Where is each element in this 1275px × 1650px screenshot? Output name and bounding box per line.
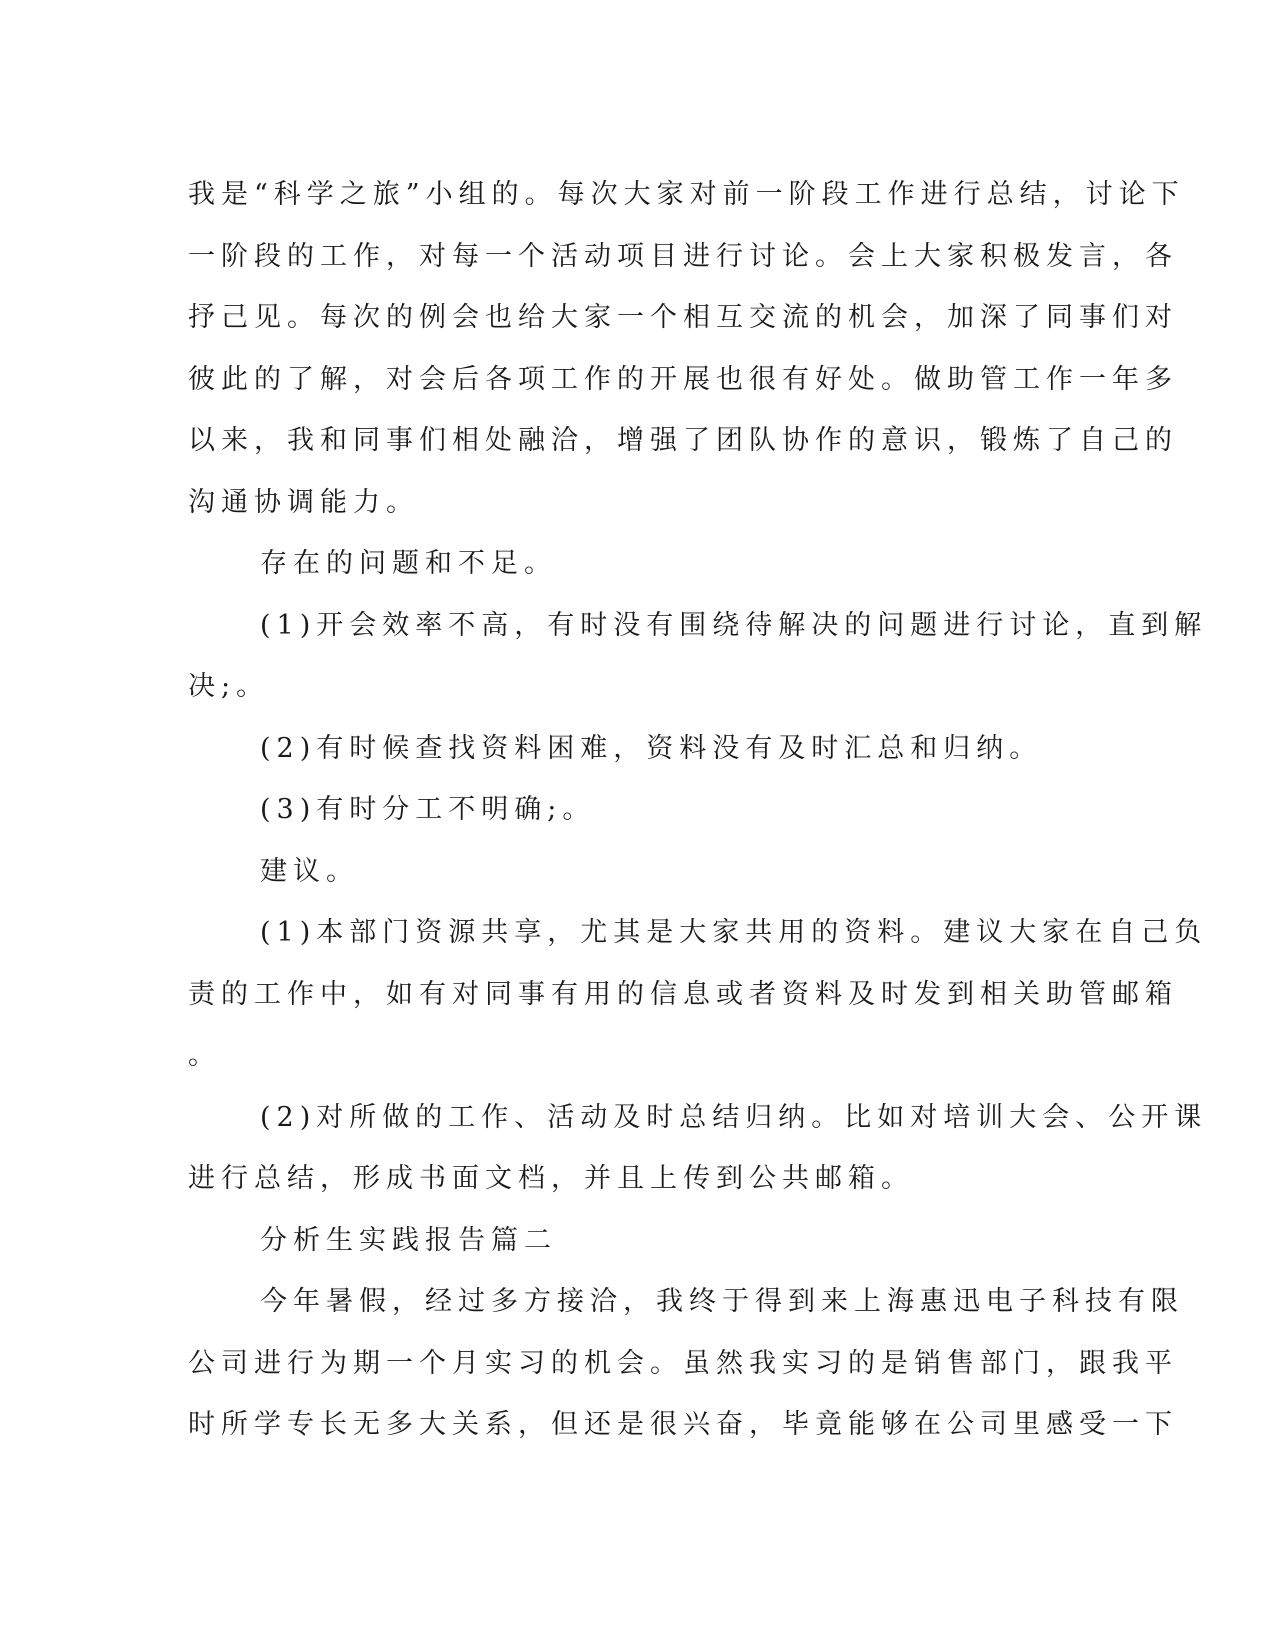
text-line: 公司进行为期一个月实习的机会。虽然我实习的是销售部门，跟我平 <box>188 1347 1178 1379</box>
text-line: 沟通协调能力。 <box>188 486 419 518</box>
list-item: (2)对所做的工作、活动及时总结归纳。比如对培训大会、公开课 <box>260 1101 1208 1133</box>
list-item: (1)开会效率不高，有时没有围绕待解决的问题进行讨论，直到解 <box>260 609 1208 641</box>
text-line: 。 <box>188 1040 221 1071</box>
document-body <box>188 164 1208 1456</box>
list-item: (3)有时分工不明确;。 <box>260 794 596 825</box>
text-line: 时所学专长无多大关系，但还是很兴奋，毕竟能够在公司里感受一下 <box>188 1409 1178 1440</box>
text-line: 决;。 <box>188 671 270 702</box>
text-line: 责的工作中，如有对同事有用的信息或者资料及时发到相关助管邮箱 <box>188 978 1178 1010</box>
text-line: 以来，我和同事们相处融洽，增强了团队协作的意识，锻炼了自己的 <box>188 425 1178 456</box>
section-heading: 存在的问题和不足。 <box>260 548 557 579</box>
paragraph-start: 今年暑假，经过多方接洽，我终于得到来上海惠迅电子科技有限 <box>260 1286 1184 1317</box>
text-line: 进行总结，形成书面文档，并且上传到公共邮箱。 <box>188 1163 914 1194</box>
text-line: 一阶段的工作，对每一个活动项目进行讨论。会上大家积极发言，各 <box>188 240 1178 272</box>
list-item: (2)有时候查找资料困难，资料没有及时汇总和归纳。 <box>260 732 1043 764</box>
list-item: (1)本部门资源共享，尤其是大家共用的资料。建议大家在自己负 <box>260 917 1208 948</box>
text-line: 我是“科学之旅”小组的。每次大家对前一阶段工作进行总结，讨论下 <box>188 179 1185 210</box>
text-line: 抒己见。每次的例会也给大家一个相互交流的机会，加深了同事们对 <box>188 302 1178 333</box>
section-heading: 建议。 <box>260 855 359 887</box>
section-title: 分析生实践报告篇二 <box>260 1224 557 1256</box>
text-line: 彼此的了解，对会后各项工作的开展也很有好处。做助管工作一年多 <box>188 363 1178 395</box>
